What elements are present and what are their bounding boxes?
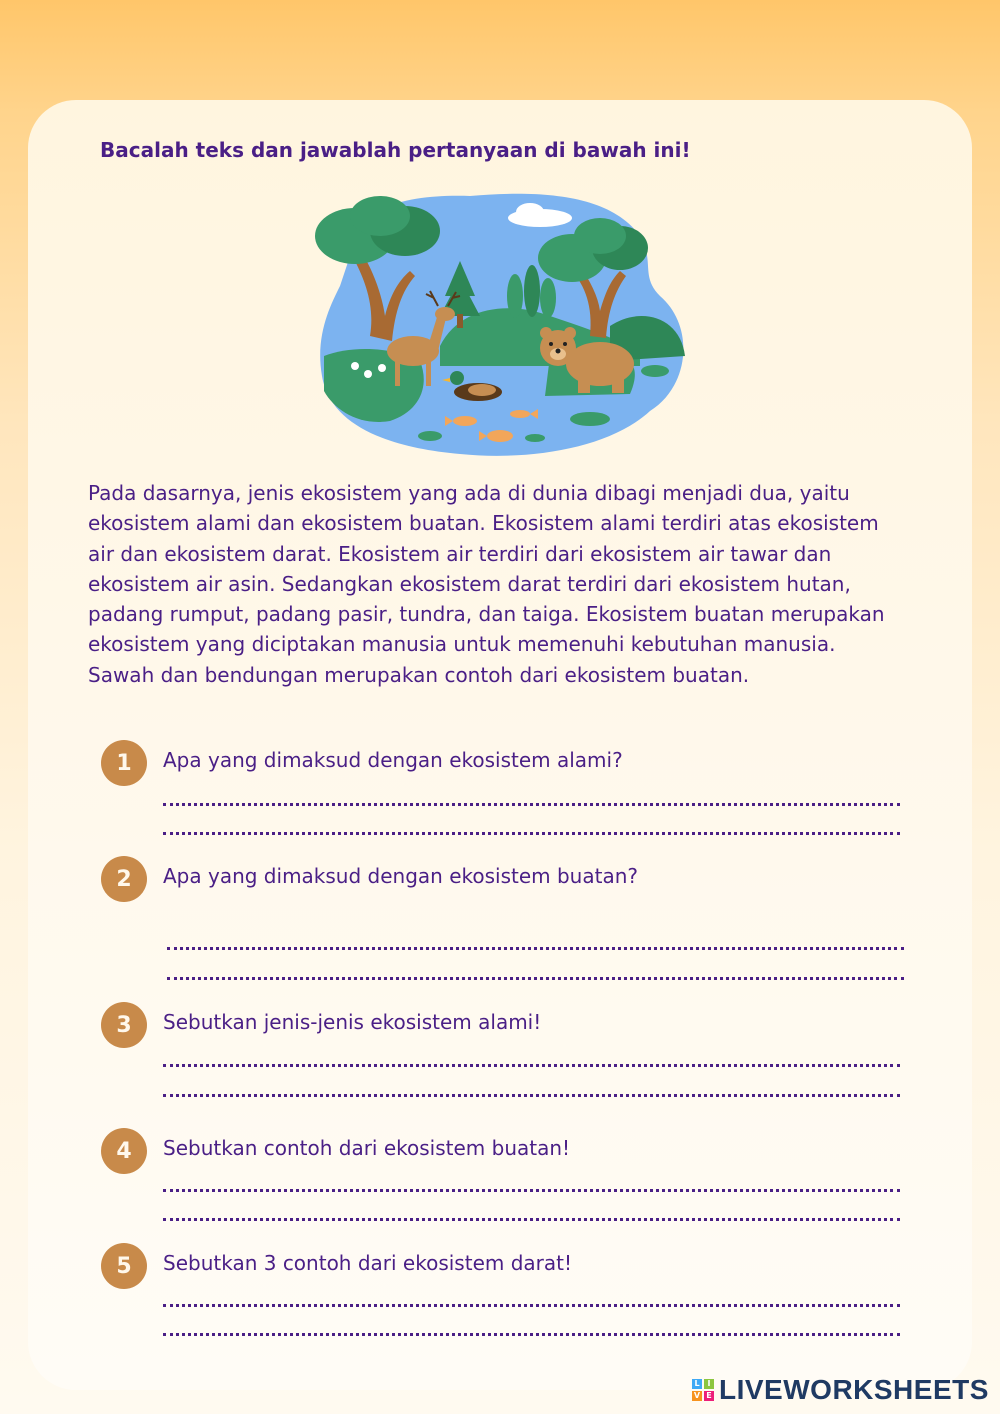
cloud <box>516 203 544 221</box>
deer-leg <box>395 361 400 386</box>
answer-line[interactable] <box>163 1333 900 1336</box>
question-text: Sebutkan contoh dari ekosistem buatan! <box>163 1136 571 1160</box>
answer-line[interactable] <box>163 1094 900 1097</box>
question-text: Apa yang dimaksud dengan ekosistem alami? <box>163 748 623 772</box>
question-text: Sebutkan jenis-jenis ekosistem alami! <box>163 1010 542 1034</box>
flower <box>364 370 372 378</box>
answer-line[interactable] <box>163 832 900 835</box>
fish <box>487 430 513 442</box>
answer-line[interactable] <box>163 1218 900 1221</box>
lily-pad <box>641 365 669 377</box>
bear-leg <box>578 371 590 393</box>
answer-line[interactable] <box>163 1189 900 1192</box>
question-text: Sebutkan 3 contoh dari ekosistem darat! <box>163 1251 573 1275</box>
flower <box>351 362 359 370</box>
reading-passage: Pada dasarnya, jenis ekosistem yang ada di dunia dibagi menjadi dua, yaitu ekosistem alami dan ekosistem buatan. Ekosistem alami terdiri atas ekosistem air dan ekosistem darat. Ekosistem air terdiri dari ekosistem air tawar dan ekosistem air asin. Sedangkan ekosistem darat terdiri dari ekosistem hutan, padang rumput, padang pasir, tundra, dan taiga. Ekosistem buatan merupakan ekosistem yang diciptakan manusia untuk memenuhi kebutuhan manusia. Sawah dan bendungan merupakan contoh dari ekosistem buatan. <box>88 481 885 687</box>
bush <box>540 278 556 318</box>
duck-head <box>450 371 464 385</box>
question-number-badge: 1 <box>101 740 147 786</box>
duck-wing <box>468 384 496 396</box>
question-number-badge: 5 <box>101 1243 147 1289</box>
bush <box>524 265 540 317</box>
lily-pad <box>418 431 442 441</box>
fish <box>510 410 530 418</box>
question-text: Apa yang dimaksud dengan ekosistem buatan? <box>163 864 638 888</box>
deer-head <box>435 307 455 321</box>
flower <box>378 364 386 372</box>
question-4 <box>0 1128 1000 1238</box>
answer-line[interactable] <box>163 1304 900 1307</box>
logo-mark-letter: L <box>692 1379 702 1389</box>
lily-pad <box>525 434 545 442</box>
fish <box>453 416 477 426</box>
ecosystem-illustration <box>310 186 690 458</box>
logo-mark-letter: V <box>693 1391 701 1400</box>
tree-canopy <box>574 218 626 254</box>
bear-ear <box>540 327 552 339</box>
answer-line[interactable] <box>167 947 904 950</box>
bear-nose <box>556 349 561 354</box>
logo-mark-letter: I <box>704 1379 714 1389</box>
question-1 <box>0 740 1000 850</box>
bush <box>507 274 523 318</box>
question-2 <box>0 856 1000 966</box>
question-number-badge: 2 <box>101 856 147 902</box>
answer-line[interactable] <box>163 1064 900 1067</box>
logo-mark-letter: E <box>704 1391 714 1401</box>
question-number-badge: 3 <box>101 1002 147 1048</box>
logo-mark-icon <box>692 1379 714 1401</box>
question-number-badge: 4 <box>101 1128 147 1174</box>
liveworksheets-logo <box>692 1374 989 1406</box>
answer-line[interactable] <box>167 977 904 980</box>
deer-leg <box>426 361 431 386</box>
answer-line[interactable] <box>163 803 900 806</box>
instruction-heading: Bacalah teks dan jawablah pertanyaan di bawah ini! <box>100 138 691 162</box>
logo-text: LIVEWORKSHEETS <box>719 1374 989 1405</box>
question-5 <box>0 1243 1000 1353</box>
question-3 <box>0 1002 1000 1112</box>
bear-ear <box>564 327 576 339</box>
bear-leg <box>612 371 624 393</box>
bear-eye <box>563 342 567 346</box>
tree-canopy <box>350 196 410 236</box>
bear-eye <box>549 342 553 346</box>
lily-pad <box>570 412 610 426</box>
pine-trunk <box>457 314 463 328</box>
